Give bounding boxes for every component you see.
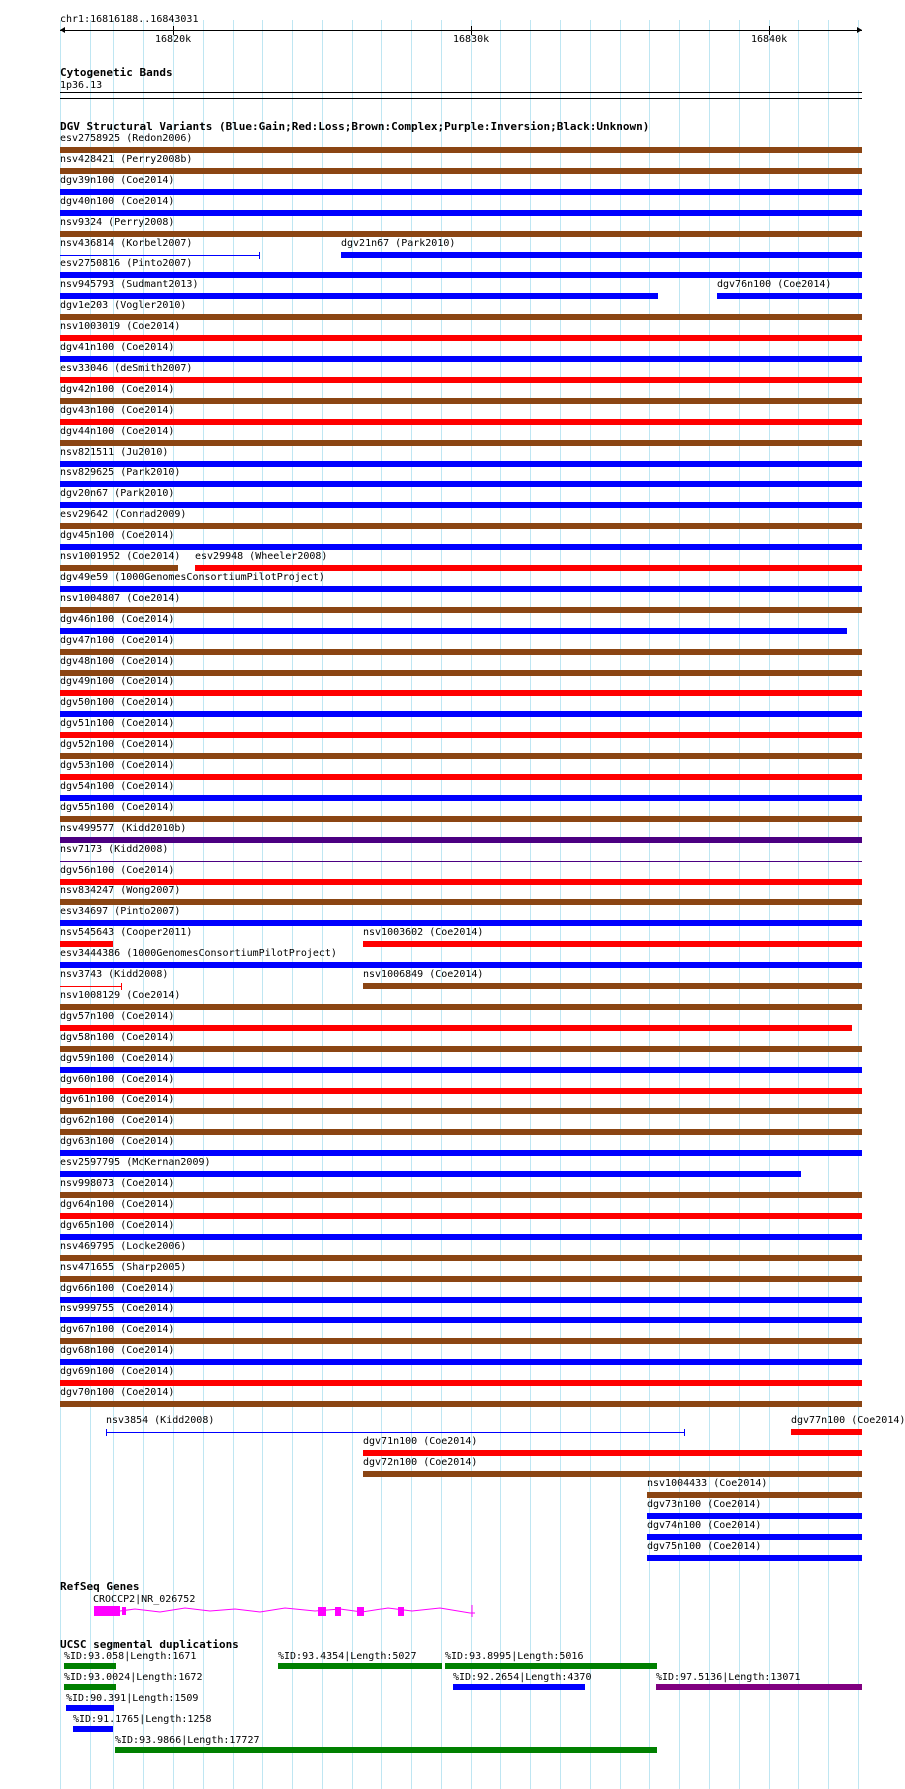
ruler-left-arrow-icon: [60, 27, 65, 33]
dgv-label: dgv45n100 (Coe2014): [60, 530, 175, 541]
dgv-bar-cap[interactable]: [259, 252, 260, 259]
dgv-bar-cap[interactable]: [121, 983, 122, 990]
dgv-bar-esv29948[interactable]: [195, 565, 862, 571]
ruler-tick-label: 16840k: [751, 34, 788, 45]
dgv-label: dgv65n100 (Coe2014): [60, 1220, 175, 1231]
segdup-label: %ID:90.391|Length:1509: [66, 1693, 199, 1704]
dgv-bar-nsv3854[interactable]: [106, 1432, 684, 1433]
dgv-label: nsv1004807 (Coe2014): [60, 593, 181, 604]
cyto-band-label: 1p36.13: [60, 80, 103, 91]
dgv-label: dgv52n100 (Coe2014): [60, 739, 175, 750]
dgv-bar-dgv76n100[interactable]: [717, 293, 862, 299]
dgv-label: esv2758925 (Redon2006): [60, 133, 193, 144]
dgv-label: dgv21n67 (Park2010): [341, 238, 456, 249]
segdup-label: %ID:97.5136|Length:13071: [656, 1672, 801, 1683]
dgv-bar-dgv71n100[interactable]: [363, 1450, 862, 1456]
dgv-label: nsv1003019 (Coe2014): [60, 321, 181, 332]
dgv-bar-dgv72n100[interactable]: [363, 1471, 862, 1477]
dgv-bar[interactable]: [60, 1108, 862, 1114]
dgv-label: nsv834247 (Wong2007): [60, 885, 181, 896]
dgv-label: dgv53n100 (Coe2014): [60, 760, 175, 771]
segdup-label: %ID:93.8995|Length:5016: [445, 1651, 584, 1662]
dgv-label: nsv999755 (Coe2014): [60, 1303, 175, 1314]
dgv-bar[interactable]: [60, 774, 862, 780]
dgv-label: dgv49n100 (Coe2014): [60, 676, 175, 687]
cyto-track-title: Cytogenetic Bands: [60, 66, 173, 79]
segdup-bar[interactable]: [445, 1663, 657, 1669]
dgv-bar[interactable]: [60, 1317, 862, 1323]
segdup-label: %ID:93.058|Length:1671: [64, 1651, 197, 1662]
dgv-bar[interactable]: [60, 544, 862, 550]
dgv-label: dgv1e203 (Vogler2010): [60, 300, 187, 311]
refseq-track-title: RefSeq Genes: [60, 1580, 140, 1593]
segdup-label: %ID:92.2654|Length:4370: [453, 1672, 592, 1683]
exon-1: [94, 1606, 120, 1616]
segdup-bar[interactable]: [64, 1663, 116, 1669]
dgv-label: dgv62n100 (Coe2014): [60, 1115, 175, 1126]
dgv-label: dgv72n100 (Coe2014): [363, 1457, 478, 1468]
dgv-bar-nsv1004433[interactable]: [647, 1492, 862, 1498]
dgv-label: dgv77n100 (Coe2014): [791, 1415, 905, 1426]
dgv-label: dgv74n100 (Coe2014): [647, 1520, 762, 1531]
dgv-bar-cap[interactable]: [106, 1429, 107, 1436]
dgv-bar[interactable]: [60, 1380, 862, 1386]
exon-4: [335, 1607, 341, 1616]
dgv-bar[interactable]: [60, 1213, 862, 1219]
dgv-label: dgv43n100 (Coe2014): [60, 405, 175, 416]
dgv-label: nsv998073 (Coe2014): [60, 1178, 175, 1189]
dgv-label: esv29948 (Wheeler2008): [195, 551, 328, 562]
exon-5: [357, 1607, 364, 1616]
dgv-bar-nsv1006849[interactable]: [363, 983, 862, 989]
dgv-bar[interactable]: [60, 899, 862, 905]
exon-3: [318, 1607, 326, 1616]
dgv-label: dgv60n100 (Coe2014): [60, 1074, 175, 1085]
segdup-bar[interactable]: [64, 1684, 116, 1690]
dgv-label: nsv829625 (Park2010): [60, 467, 181, 478]
dgv-label: nsv1003602 (Coe2014): [363, 927, 484, 938]
segdup-bar[interactable]: [73, 1726, 113, 1732]
dgv-label: dgv70n100 (Coe2014): [60, 1387, 175, 1398]
dgv-bar[interactable]: [60, 816, 862, 822]
dgv-bar-nsv3743[interactable]: [60, 986, 122, 987]
segdup-label: %ID:93.9866|Length:17727: [115, 1735, 260, 1746]
dgv-bar[interactable]: [60, 690, 862, 696]
dgv-label: nsv545643 (Cooper2011): [60, 927, 193, 938]
dgv-label: dgv63n100 (Coe2014): [60, 1136, 175, 1147]
dgv-label: nsv1004433 (Coe2014): [647, 1478, 768, 1489]
dgv-bar[interactable]: [60, 314, 862, 320]
dgv-bar[interactable]: [60, 607, 862, 613]
segdup-label: %ID:93.4354|Length:5027: [278, 1651, 417, 1662]
dgv-bar[interactable]: [60, 649, 862, 655]
dgv-label: dgv76n100 (Coe2014): [717, 279, 832, 290]
dgv-bar[interactable]: [60, 335, 862, 341]
dgv-label: dgv56n100 (Coe2014): [60, 865, 175, 876]
cyto-band-line: [60, 92, 862, 93]
segdup-label: %ID:93.0024|Length:1672: [64, 1672, 203, 1683]
dgv-label: dgv55n100 (Coe2014): [60, 802, 175, 813]
dgv-bar[interactable]: [60, 1067, 862, 1073]
dgv-bar[interactable]: [60, 440, 862, 446]
dgv-bar[interactable]: [60, 419, 862, 425]
dgv-label: dgv42n100 (Coe2014): [60, 384, 175, 395]
dgv-label: nsv9324 (Perry2008): [60, 217, 175, 228]
dgv-label: nsv945793 (Sudmant2013): [60, 279, 199, 290]
dgv-bar[interactable]: [60, 1192, 862, 1198]
dgv-bar[interactable]: [60, 1401, 862, 1407]
dgv-bar[interactable]: [60, 168, 862, 174]
dgv-label: dgv64n100 (Coe2014): [60, 1199, 175, 1210]
dgv-label: esv29642 (Conrad2009): [60, 509, 187, 520]
dgv-bar[interactable]: [60, 377, 862, 383]
dgv-label: dgv54n100 (Coe2014): [60, 781, 175, 792]
dgv-label: esv2597795 (McKernan2009): [60, 1157, 211, 1168]
dgv-label: dgv39n100 (Coe2014): [60, 175, 175, 186]
dgv-label: dgv46n100 (Coe2014): [60, 614, 175, 625]
dgv-bar-cap[interactable]: [684, 1429, 685, 1436]
dgv-bar-dgv57n100[interactable]: [60, 1025, 852, 1031]
region-label: chr1:16816188..16843031: [60, 14, 199, 25]
dgv-label: nsv471655 (Sharp2005): [60, 1262, 187, 1273]
dgv-label: dgv47n100 (Coe2014): [60, 635, 175, 646]
dgv-label: dgv66n100 (Coe2014): [60, 1283, 175, 1294]
dgv-label: dgv71n100 (Coe2014): [363, 1436, 478, 1447]
dgv-label: esv2750816 (Pinto2007): [60, 258, 193, 269]
dgv-bar[interactable]: [60, 356, 862, 362]
ruler-right-arrow-icon: [857, 27, 862, 33]
segdup-bar[interactable]: [453, 1684, 585, 1690]
dgv-bar[interactable]: [60, 189, 862, 195]
dgv-bar-nsv1003602[interactable]: [363, 941, 862, 947]
ruler-tick-label: 16820k: [155, 34, 192, 45]
dgv-label: dgv73n100 (Coe2014): [647, 1499, 762, 1510]
dgv-bar[interactable]: [60, 1338, 862, 1344]
dgv-label: dgv51n100 (Coe2014): [60, 718, 175, 729]
dgv-bar-nsv436814[interactable]: [60, 255, 260, 256]
dgv-track-title: DGV Structural Variants (Blue:Gain;Red:Loss;Brown:Complex;Purple:Inversion;Black:Unknown): [60, 120, 650, 133]
dgv-label: nsv3743 (Kidd2008): [60, 969, 169, 980]
dgv-label: nsv7173 (Kidd2008): [60, 844, 169, 855]
dgv-label: dgv49e59 (1000GenomesConsortiumPilotProject): [60, 572, 325, 583]
dgv-label: nsv1001952 (Coe2014): [60, 551, 181, 562]
dgv-bar[interactable]: [60, 1046, 862, 1052]
dgv-bar[interactable]: [60, 670, 862, 676]
refseq-gene-model[interactable]: [90, 1603, 490, 1621]
cyto-band-line: [60, 98, 862, 99]
dgv-label: dgv67n100 (Coe2014): [60, 1324, 175, 1335]
dgv-bar[interactable]: [60, 481, 862, 487]
dgv-bar[interactable]: [60, 1297, 862, 1303]
dgv-label: dgv59n100 (Coe2014): [60, 1053, 175, 1064]
dgv-label: dgv40n100 (Coe2014): [60, 196, 175, 207]
dgv-bar[interactable]: [60, 147, 862, 153]
dgv-label: nsv428421 (Perry2008b): [60, 154, 193, 165]
segdup-bar[interactable]: [656, 1684, 862, 1690]
dgv-bar[interactable]: [60, 1359, 862, 1365]
dgv-bar[interactable]: [60, 732, 862, 738]
dgv-label: nsv3854 (Kidd2008): [106, 1415, 215, 1426]
segdup-bar[interactable]: [115, 1747, 657, 1753]
dgv-label: nsv499577 (Kidd2010b): [60, 823, 187, 834]
dgv-label: nsv1008129 (Coe2014): [60, 990, 181, 1001]
dgv-label: dgv20n67 (Park2010): [60, 488, 175, 499]
dgv-label: dgv69n100 (Coe2014): [60, 1366, 175, 1377]
dgv-label: dgv58n100 (Coe2014): [60, 1032, 175, 1043]
dgv-label: esv3444386 (1000GenomesConsortiumPilotProject): [60, 948, 337, 959]
dgv-label: dgv68n100 (Coe2014): [60, 1345, 175, 1356]
dgv-bar-dgv21n67[interactable]: [341, 252, 862, 258]
dgv-label: dgv75n100 (Coe2014): [647, 1541, 762, 1552]
ruler-tick-label: 16830k: [453, 34, 490, 45]
dgv-bar[interactable]: [60, 1150, 862, 1156]
dgv-bar[interactable]: [60, 1276, 862, 1282]
dgv-label: nsv821511 (Ju2010): [60, 447, 169, 458]
dgv-bar[interactable]: [60, 1234, 862, 1240]
ruler-axis: [60, 30, 862, 31]
exon-6: [398, 1607, 404, 1616]
segdup-bar[interactable]: [278, 1663, 442, 1669]
dgv-label: dgv50n100 (Coe2014): [60, 697, 175, 708]
dgv-bar[interactable]: [60, 586, 862, 592]
segdup-bar[interactable]: [66, 1705, 114, 1711]
dgv-label: nsv1006849 (Coe2014): [363, 969, 484, 980]
dgv-bar[interactable]: [60, 837, 862, 843]
dgv-bar-nsv1001952[interactable]: [60, 565, 178, 571]
dgv-bar-esv2597795[interactable]: [60, 1171, 801, 1177]
dgv-bar-dgv46n100[interactable]: [60, 628, 847, 634]
dgv-bar[interactable]: [60, 920, 862, 926]
dgv-bar[interactable]: [60, 398, 862, 404]
dgv-bar[interactable]: [60, 711, 862, 717]
dgv-label: dgv41n100 (Coe2014): [60, 342, 175, 353]
dgv-bar-dgv75n100[interactable]: [647, 1555, 862, 1561]
dgv-label: dgv57n100 (Coe2014): [60, 1011, 175, 1022]
dgv-bar[interactable]: [60, 1004, 862, 1010]
segdup-track-title: UCSC segmental duplications: [60, 1638, 239, 1651]
exon-2: [122, 1607, 126, 1615]
segdup-label: %ID:91.1765|Length:1258: [73, 1714, 212, 1725]
dgv-label: nsv469795 (Locke2006): [60, 1241, 187, 1252]
dgv-bar[interactable]: [60, 1255, 862, 1261]
dgv-bar-nsv7173[interactable]: [60, 861, 862, 862]
dgv-bar[interactable]: [60, 795, 862, 801]
dgv-label: esv34697 (Pinto2007): [60, 906, 181, 917]
dgv-bar-nsv545643[interactable]: [60, 941, 113, 947]
dgv-label: dgv44n100 (Coe2014): [60, 426, 175, 437]
dgv-bar[interactable]: [60, 231, 862, 237]
dgv-bar-dgv74n100[interactable]: [647, 1534, 862, 1540]
dgv-bar[interactable]: [60, 1088, 862, 1094]
dgv-label: nsv436814 (Korbel2007): [60, 238, 193, 249]
dgv-bar[interactable]: [60, 523, 862, 529]
dgv-bar-nsv945793[interactable]: [60, 293, 658, 299]
dgv-bar-dgv77n100[interactable]: [791, 1429, 862, 1435]
dgv-bar[interactable]: [60, 210, 862, 216]
dgv-bar[interactable]: [60, 502, 862, 508]
dgv-bar[interactable]: [60, 753, 862, 759]
dgv-label: dgv48n100 (Coe2014): [60, 656, 175, 667]
dgv-bar-dgv73n100[interactable]: [647, 1513, 862, 1519]
dgv-bar[interactable]: [60, 962, 862, 968]
dgv-bar[interactable]: [60, 272, 862, 278]
refseq-gene-label: CROCCP2|NR_026752: [93, 1594, 196, 1605]
dgv-label: dgv61n100 (Coe2014): [60, 1094, 175, 1105]
dgv-label: esv33046 (deSmith2007): [60, 363, 193, 374]
dgv-bar[interactable]: [60, 1129, 862, 1135]
